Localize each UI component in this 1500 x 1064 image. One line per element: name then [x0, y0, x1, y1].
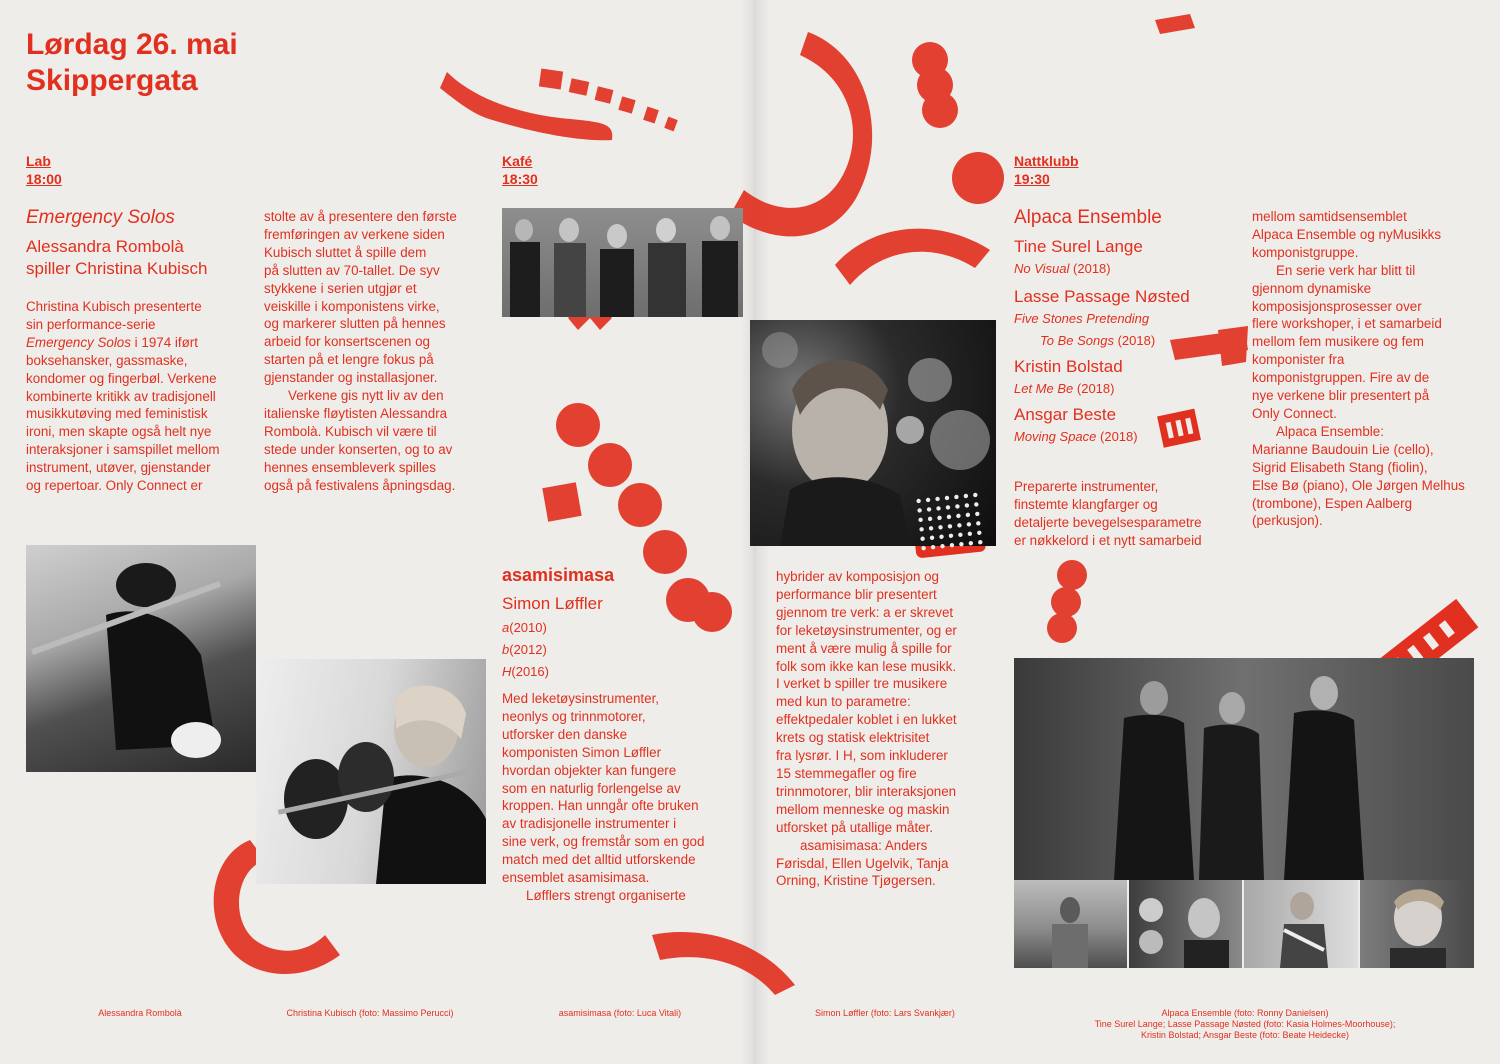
lab-time: 18:00 — [26, 171, 62, 187]
nattklubb-text-line: detaljerte bevegelsesparametre — [1014, 514, 1202, 530]
lab-text-line: sin performance-serie — [26, 316, 156, 332]
kafe-text-line: Løfflers strengt organiserte — [526, 887, 686, 903]
nattklubb-time: 19:30 — [1014, 171, 1050, 187]
nattklubb-text-line: komponistgruppe. — [1252, 244, 1359, 260]
lab-text-line: og markerer slutten på hennes — [264, 316, 446, 332]
lab-text-line: på slutten av 70-tallet. De syv — [264, 262, 440, 278]
kafe-text-line: med kun to parametre: — [776, 694, 911, 710]
lab-text-line: stede under konserten, og to av — [264, 441, 453, 457]
dash-2 — [569, 78, 590, 95]
dash-1 — [539, 69, 563, 90]
lab-text-line: Kubisch sluttet å spille dem — [264, 244, 427, 260]
lab-work-title: Emergency Solos — [26, 207, 175, 228]
kafe-text-line: som en naturlig forlengelse av — [502, 780, 681, 796]
lab-text-line: Christina Kubisch presenterte — [26, 299, 202, 314]
bead-r2 — [1051, 587, 1081, 617]
nattklubb-text-line: Only Connect. — [1252, 405, 1337, 421]
dash-5 — [643, 106, 659, 123]
kafe-text-line: Orning, Kristine Tjøgersen. — [776, 873, 936, 889]
kafe-text-line: av tradisjonelle instrumenter i — [502, 816, 677, 832]
kafe-piece-2: b(2012) — [502, 642, 547, 657]
lab-text-line: arbeid for konsertscenen og — [264, 334, 430, 350]
kafe-text-line: kroppen. Han unngår ofte bruken — [502, 798, 699, 814]
nattklubb-text-line: er nøkkelord i et nytt samarbeid — [1014, 532, 1202, 548]
kafe-piece-1: a(2010) — [502, 620, 547, 635]
christina-kubisch-photo — [256, 659, 486, 884]
kafe-text-line: sine verk, og fremstår som en god — [502, 834, 705, 850]
kafe-ensemble-name: asamisimasa — [502, 565, 615, 585]
kafe-time: 18:30 — [502, 171, 538, 187]
bottom-arc-shape — [652, 932, 795, 995]
bead-r3 — [1047, 613, 1077, 643]
kafe-text-line: utforsket på utallige måter. — [776, 819, 934, 835]
lasse-passage-nosted-photo — [1129, 880, 1242, 968]
caption-alpaca-line3: Kristin Bolstad; Ansgar Beste (foto: Beate Heidecke) — [1140, 1030, 1350, 1040]
bead-1 — [912, 42, 948, 78]
lab-text-line: kondomer og fingerbøl. Verkene — [26, 370, 217, 386]
page-title-date: Lørdag 26. mai — [26, 28, 238, 61]
nattklubb-text-line: En serie verk har blitt til — [1276, 262, 1416, 278]
lab-text-line: også på festivalens åpningsdag. — [264, 477, 456, 493]
nattklubb-body-col2 — [1252, 208, 1488, 530]
lab-text-line: musikkutøving med feministisk — [26, 406, 208, 422]
kafe-text-line: ment å være mulig å spille for — [776, 640, 952, 656]
caption-alpaca — [1060, 1008, 1430, 1041]
caption-asamisimasa: asamisimasa (foto: Luca Vitali) — [558, 1008, 682, 1018]
nattklubb-composer-2: Lasse Passage Nøsted — [1014, 287, 1190, 306]
kafe-text-line: folk som ikke kan lese musikk. — [776, 658, 957, 674]
lab-text-line: Verkene gis nytt liv av den — [288, 388, 444, 404]
nattklubb-text-line: flere workshoper, i et samarbeid — [1252, 316, 1442, 332]
nattklubb-composer-3: Kristin Bolstad — [1014, 357, 1123, 376]
nattklubb-venue-label — [1014, 152, 1079, 188]
bead-r1 — [1057, 560, 1087, 590]
kafe-heading — [502, 563, 742, 683]
lab-text-line: gjenstander og installasjoner. — [264, 370, 438, 386]
nattklubb-venue-name: Nattklubb — [1014, 153, 1079, 169]
nattklubb-text-line: (trombone), Espen Aalberg — [1252, 495, 1413, 511]
caption-alpaca-line1: Alpaca Ensemble (foto: Ronny Danielsen) — [1161, 1008, 1329, 1018]
kafe-text-line: fra lysrør. I H, som inkluderer — [776, 748, 948, 764]
caption-alpaca-line2: Tine Surel Lange; Lasse Passage Nøsted (foto: Kasia Holmes-Moorhouse); — [1094, 1019, 1396, 1029]
nattklubb-composer-1: Tine Surel Lange — [1014, 237, 1143, 256]
nattklubb-text-line: Sigrid Elisabeth Stang (fiolin), — [1252, 459, 1428, 475]
kafe-text-line: komponisten Simon Løffler — [502, 744, 662, 760]
circle-shape — [952, 152, 1004, 204]
ansgar-beste-photo — [1360, 880, 1474, 968]
kafe-text-line: Førisdal, Ellen Ugelvik, Tanja — [776, 855, 949, 871]
kafe-body-col1 — [502, 690, 742, 905]
kafe-text-line: asamisimasa: Anders — [800, 837, 928, 853]
nattklubb-text-line: Else Bø (piano), Ole Jørgen Melhus — [1252, 477, 1465, 493]
kafe-text-line: hvordan objekter kan fungere — [502, 762, 677, 778]
nattklubb-text-line: finstemte klangfarger og — [1014, 496, 1158, 512]
kafe-venue-name: Kafé — [502, 153, 533, 169]
kafe-text-line: match med det alltid utforskende — [502, 852, 696, 868]
kafe-text-line: Med leketøysinstrumenter, — [502, 691, 660, 706]
nattklubb-text-line: (perkusjon). — [1252, 513, 1323, 529]
page-title-venue: Skippergata — [26, 64, 198, 97]
scallop-shape — [440, 72, 612, 140]
kafe-text-line: trinnmotorer, blir interaksjonen — [776, 783, 957, 799]
lab-text-line: boksehansker, gassmaske, — [26, 352, 188, 368]
lab-text-line: Rombolà. Kubisch vil være til — [264, 423, 437, 439]
caption-alessandra: Alessandra Rombolà — [98, 1008, 182, 1018]
lab-text-line: stykkene i serien utgjør et — [264, 280, 417, 296]
lab-text-line: italienske fløytisten Alessandra — [264, 405, 448, 421]
nattklubb-text-line: Preparerte instrumenter, — [1014, 479, 1159, 494]
nattklubb-work-2b: To Be Songs (2018) — [1040, 333, 1156, 348]
bead-3 — [922, 92, 958, 128]
kafe-body-col2 — [776, 568, 1016, 890]
kafe-venue-label — [502, 152, 538, 188]
lab-performer-line1: Alessandra Rombolà — [26, 237, 184, 256]
lab-heading — [26, 206, 256, 280]
nattklubb-text-line: Marianne Baudouin Lie (cello), — [1252, 441, 1434, 457]
lab-body-col2 — [264, 208, 496, 495]
alessandra-rombola-photo — [26, 545, 256, 772]
nattklubb-work-1: No Visual (2018) — [1014, 261, 1111, 276]
kafe-text-line: hybrider av komposisjon og — [776, 569, 940, 584]
kafe-text-line: performance blir presentert — [776, 586, 937, 602]
kafe-text-line: krets og statisk elektrisitet — [776, 730, 930, 746]
lab-text-line: Emergency Solos i 1974 iført — [26, 334, 198, 350]
lab-text-line: starten på et lengre fokus på — [264, 352, 434, 368]
kafe-text-line: for leketøysinstrumenter, og er — [776, 622, 957, 638]
kafe-text-line: gjennom tre verk: a er skrevet — [776, 604, 954, 620]
lab-text-line: og repertoar. Only Connect er — [26, 478, 203, 494]
grid-dot — [921, 546, 926, 551]
kafe-text-line: utforsker den danske — [502, 726, 628, 742]
dot-1 — [556, 403, 600, 447]
caption-simon: Simon Løffler (foto: Lars Svankjær) — [815, 1008, 955, 1018]
lab-text-line: hennes ensembleverk spilles — [264, 459, 436, 475]
nattklubb-body-col1 — [1014, 478, 1246, 550]
lab-venue-name: Lab — [26, 153, 51, 169]
lab-text-line: kombinerte kritikk av tradisjonell — [26, 388, 216, 404]
alpaca-ensemble-photo — [1014, 658, 1474, 880]
nattklubb-work-2a: Five Stones Pretending — [1014, 311, 1150, 326]
tine-surel-lange-photo — [1014, 880, 1127, 968]
nattklubb-text-line: gjennom dynamiske — [1252, 280, 1372, 296]
kafe-text-line: effektpedaler koblet i en lukket — [776, 712, 957, 728]
lab-text-line: fremføringen av verkene siden — [264, 226, 445, 242]
kafe-text-line: ensemblet asamisimasa. — [502, 870, 650, 886]
kafe-text-line: neonlys og trinnmotorer, — [502, 708, 646, 724]
nattklubb-work-3: Let Me Be (2018) — [1014, 381, 1115, 396]
mid-arc-shape — [835, 229, 990, 285]
bead-2 — [917, 67, 953, 103]
nattklubb-text-line: komponister fra — [1252, 352, 1345, 368]
dot-3 — [618, 483, 662, 527]
kafe-text-line: I verket b spiller tre musikere — [776, 676, 948, 692]
nattklubb-text-line: mellom fem musikere og fem — [1252, 334, 1424, 350]
page-header — [26, 27, 238, 99]
lab-body-col1 — [26, 298, 258, 495]
lab-text-line: stolte av å presentere den første — [264, 209, 457, 224]
dash-6 — [664, 117, 678, 132]
nattklubb-text-line: nye verkene blir presentert på — [1252, 388, 1430, 404]
nattklubb-work-4: Moving Space (2018) — [1014, 429, 1138, 444]
kafe-text-line: 15 stemmegafler og fire — [776, 765, 917, 781]
square-shape — [542, 482, 581, 521]
nattklubb-composer-4: Ansgar Beste — [1014, 405, 1117, 424]
nattklubb-text-line: Alpaca Ensemble og nyMusikks — [1252, 226, 1442, 242]
lab-text-line: veiskille i komponistens virke, — [264, 298, 440, 314]
nattklubb-text-line: komponistgruppen. Fire av de — [1252, 370, 1430, 386]
kristin-bolstad-photo — [1244, 880, 1358, 968]
asamisimasa-photo — [502, 208, 743, 317]
simon-loffler-photo — [750, 320, 996, 546]
kafe-composer-name: Simon Løffler — [502, 594, 603, 613]
lab-text-line: ironi, men skapte også helt nye — [26, 424, 212, 440]
lab-text-line: instrument, utøver, gjenstander — [26, 460, 211, 476]
nattklubb-text-line: Alpaca Ensemble: — [1276, 423, 1384, 439]
lab-text-line: interaksjoner i samspillet mellom — [26, 442, 220, 458]
nattklubb-text-line: mellom samtidsensemblet — [1252, 209, 1407, 224]
nattklubb-heading — [1014, 206, 1244, 448]
dash-3 — [595, 86, 614, 103]
kafe-text-line: mellom menneske og maskin — [776, 801, 950, 817]
nattklubb-text-line: komposisjonsprosesser over — [1252, 298, 1422, 314]
lab-venue-label — [26, 152, 62, 188]
kafe-piece-3: H(2016) — [502, 664, 549, 679]
caption-christina: Christina Kubisch (foto: Massimo Perucci) — [286, 1008, 454, 1018]
slash-shape — [1155, 14, 1195, 34]
lab-performer-line2: spiller Christina Kubisch — [26, 259, 208, 278]
nattklubb-ensemble-name: Alpaca Ensemble — [1014, 207, 1162, 228]
dash-4 — [618, 96, 635, 113]
dot-2 — [588, 443, 632, 487]
